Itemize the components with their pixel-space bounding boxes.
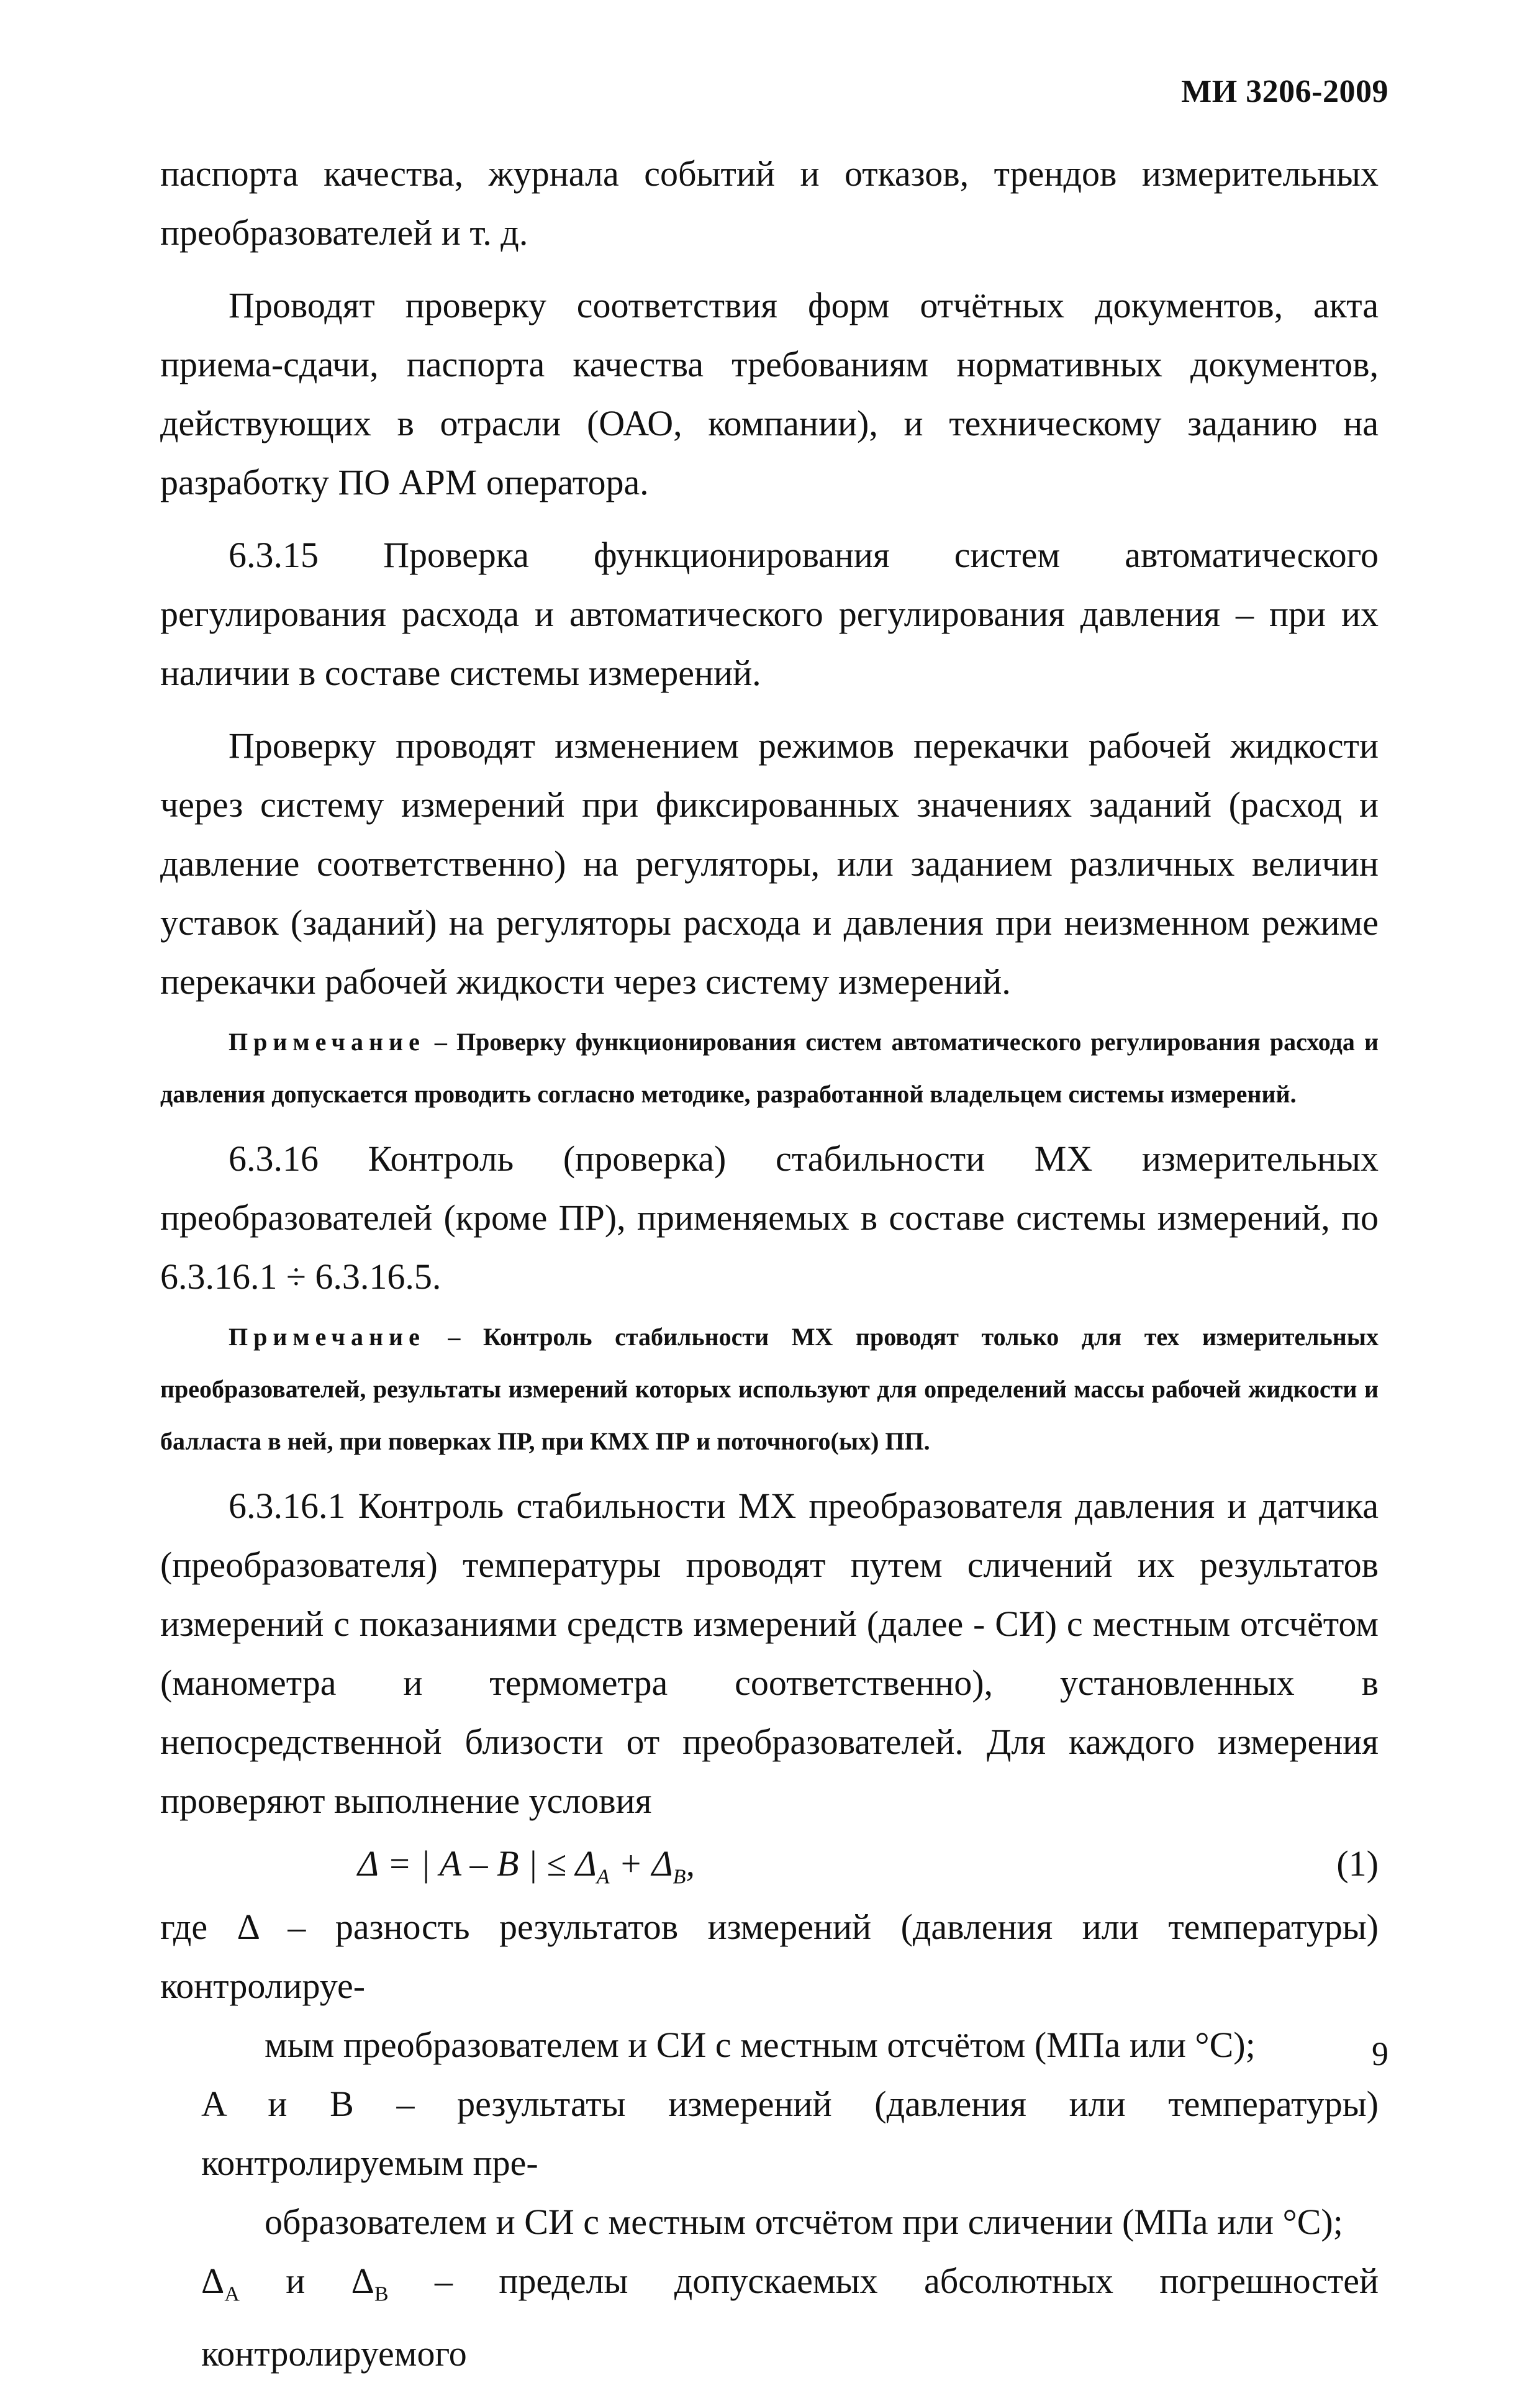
note-1 <box>160 1016 1379 1120</box>
limits-sub-b: B <box>374 2282 389 2306</box>
definition-a-b-cont: образователем и СИ с местным отсчётом при сличении (МПа или °С); <box>265 2202 1343 2242</box>
formula-1 <box>160 1830 1379 1897</box>
paragraph-6-3-16: 6.3.16 Контроль (проверка) стабильности МХ измерительных преобразователей (кроме ПР), применяемых в составе системы измерений, по 6.3.16.1 ÷ 6.3.16.5. <box>160 1138 1379 1297</box>
definition-a-b: A и B – результаты измерений (давления или температуры) контролируемым пре- <box>201 2084 1379 2183</box>
paragraph-check-forms: Проводят проверку соответствия форм отчётных документов, акта приема-сдачи, паспорта качества требованиям нормативных документов, действующих в отрасли (ОАО, компании), и техническому заданию на разработку ПО АРМ оператора. <box>160 285 1379 502</box>
formula-expression <box>358 1830 695 1911</box>
formula-number: (1) <box>1336 1843 1379 1884</box>
paragraph-6-3-16-1: 6.3.16.1 Контроль стабильности МХ преобразователя давления и датчика (преобразователя) температуры проводят путем сличений их результатов измерений с показаниями средств измерений (далее - СИ) с местным отсчётом (манометра и термометра соответственно), установленных в непосредственной близости от преобразователей. Для каждого измерения проверяют выполнение условия <box>160 1486 1379 1821</box>
paragraph-check-method: Проверку проводят изменением режимов перекачки рабочей жидкости через систему измерений при фиксированных значениях заданий (расход и давление соответственно) на регуляторы, или заданием различных величин уставок (заданий) на регуляторы расхода и давления при неизменном режиме перекачки рабочей жидкости через систему измерений. <box>160 725 1379 1002</box>
limits-rest: – пределы допускаемых абсолютных погрешностей контролируемого <box>201 2261 1379 2374</box>
paragraph-continuation: паспорта качества, журнала событий и отказов, трендов измерительных преобразователей и т. д. <box>160 153 1379 253</box>
page-number: 9 <box>1372 2035 1388 2072</box>
formula-tail: , <box>686 1843 695 1884</box>
note-2-label: Примечание <box>229 1323 425 1351</box>
definition-delta-cont: мым преобразователем и СИ с местным отсчётом (МПа или °С); <box>265 2025 1256 2065</box>
definitions <box>160 1897 1379 2383</box>
note-2-text: – Контроль стабильности МХ проводят только для тех измерительных преобразователей, результаты измерений которых используют для определений массы рабочей жидкости и балласта в ней, при поверках ПР, при КМХ ПР и поточного(ых) ПП. <box>160 1323 1379 1455</box>
document-code: МИ 3206-2009 <box>1181 74 1388 109</box>
page-body <box>160 144 1379 2383</box>
note-1-text: – Проверку функционирования систем автоматического регулирования расхода и давления допускается проводить согласно методике, разработанной владельцем системы измерений. <box>160 1028 1379 1108</box>
formula-main: Δ = | A – B | ≤ Δ <box>358 1843 597 1884</box>
formula-plus: + Δ <box>609 1843 673 1884</box>
note-2 <box>160 1311 1379 1468</box>
paragraph-6-3-15: 6.3.15 Проверка функционирования систем автоматического регулирования расхода и автоматического регулирования давления – при их наличии в составе системы измерений. <box>160 535 1379 693</box>
note-1-label: Примечание <box>229 1028 425 1056</box>
formula-sub-b: B <box>673 1865 686 1889</box>
formula-sub-a: A <box>596 1865 610 1889</box>
limits-mid: и Δ <box>239 2261 374 2301</box>
limits-sub-a: A <box>224 2282 240 2306</box>
definition-limits <box>160 2251 1379 2383</box>
definition-delta: где Δ – разность результатов измерений (давления или температуры) контролируе- <box>160 1907 1379 2006</box>
limits-delta-a: Δ <box>201 2261 225 2301</box>
